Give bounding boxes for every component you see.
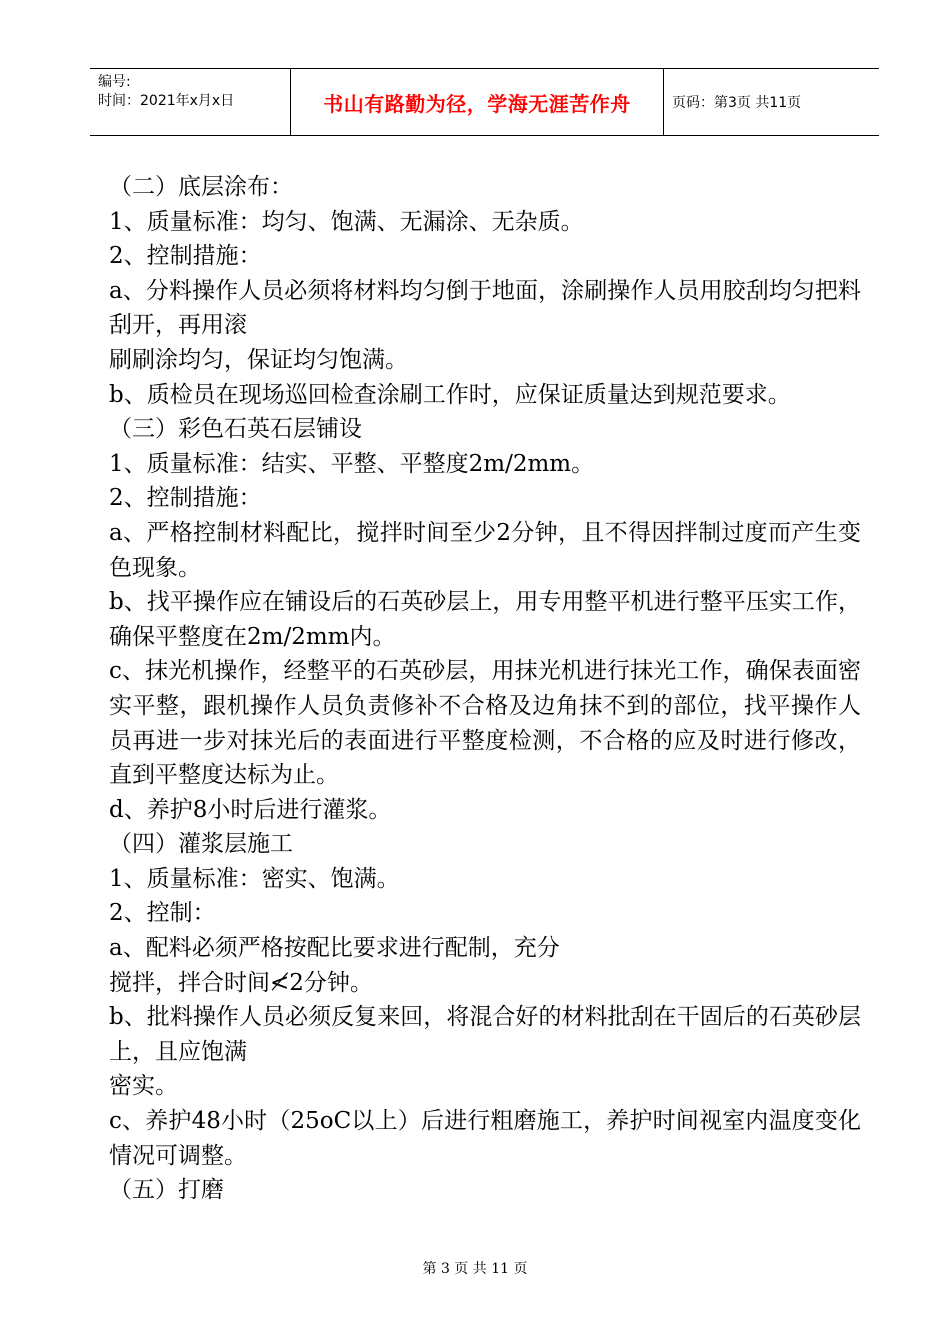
paragraph: a、严格控制材料配比，搅拌时间至少2分钟，且不得因拌制过度而产生变色现象。 bbox=[109, 519, 861, 581]
paragraph: 1、质量标准：结实、平整、平整度2m/2mm。 bbox=[109, 450, 595, 477]
paragraph: 1、质量标准：均匀、饱满、无漏涂、无杂质。 bbox=[109, 208, 584, 235]
paragraph: c、养护48小时（25oC以上）后进行粗磨施工，养护时间视室内温度变化情况可调整。 bbox=[109, 1108, 861, 1169]
paragraph: 2、控制措施： bbox=[109, 243, 262, 270]
header-page-info: 页码：第3页 共11页 bbox=[672, 95, 802, 111]
header-motto: 书山有路勤为径，学海无涯苦作舟 bbox=[291, 69, 664, 135]
document-number-label: 编号: bbox=[98, 74, 131, 90]
section-heading: （四）灌浆层施工 bbox=[109, 831, 293, 858]
paragraph: b、批料操作人员必须反复来回，将混合好的材料批刮在干固后的石英砂层上，且应饱满 bbox=[109, 1004, 861, 1065]
paragraph: 搅拌，拌合时间≮2分钟。 bbox=[109, 969, 373, 996]
document-body bbox=[109, 170, 861, 1208]
paragraph: b、质检员在现场巡回检查涂刷工作时，应保证质量达到规范要求。 bbox=[109, 381, 791, 408]
document-time-label: 时间：2021年x月x日 bbox=[98, 93, 235, 109]
section-heading: （三）彩色石英石层铺设 bbox=[109, 416, 362, 443]
paragraph: d、养护8小时后进行灌浆。 bbox=[109, 796, 392, 823]
paragraph: 1、质量标准：密实、饱满。 bbox=[109, 865, 400, 892]
section-heading: （五）打磨 bbox=[109, 1177, 224, 1204]
paragraph: 刷刷涂均匀，保证均匀饱满。 bbox=[109, 346, 408, 373]
section-heading: （二）底层涂布： bbox=[109, 174, 293, 200]
paragraph: 2、控制： bbox=[109, 900, 216, 927]
paragraph: a、分料操作人员必须将材料均匀倒于地面，涂刷操作人员用胶刮均匀把料刮开，再用滚 bbox=[109, 277, 861, 339]
paragraph: c、抹光机操作，经整平的石英砂层，用抹光机进行抹光工作，确保表面密实平整，跟机操作人员负责修补不合格及边角抹不到的部位，找平操作人员再进一步对抹光后的表面进行平整度检测，不合格的应及时进行修改，直到平整度达标为止。 bbox=[109, 658, 861, 789]
paragraph: a、配料必须严格按配比要求进行配制，充分 bbox=[109, 935, 560, 962]
document-header bbox=[90, 68, 879, 136]
paragraph: 2、控制措施： bbox=[109, 485, 262, 512]
header-meta-cell bbox=[90, 69, 291, 135]
paragraph: 密实。 bbox=[109, 1073, 178, 1100]
page-footer: 第 3 页 共 11 页 bbox=[422, 1261, 528, 1277]
paragraph: b、找平操作应在铺设后的石英砂层上，用专用整平机进行整平压实工作，确保平整度在2m/2mm内。 bbox=[109, 589, 861, 650]
